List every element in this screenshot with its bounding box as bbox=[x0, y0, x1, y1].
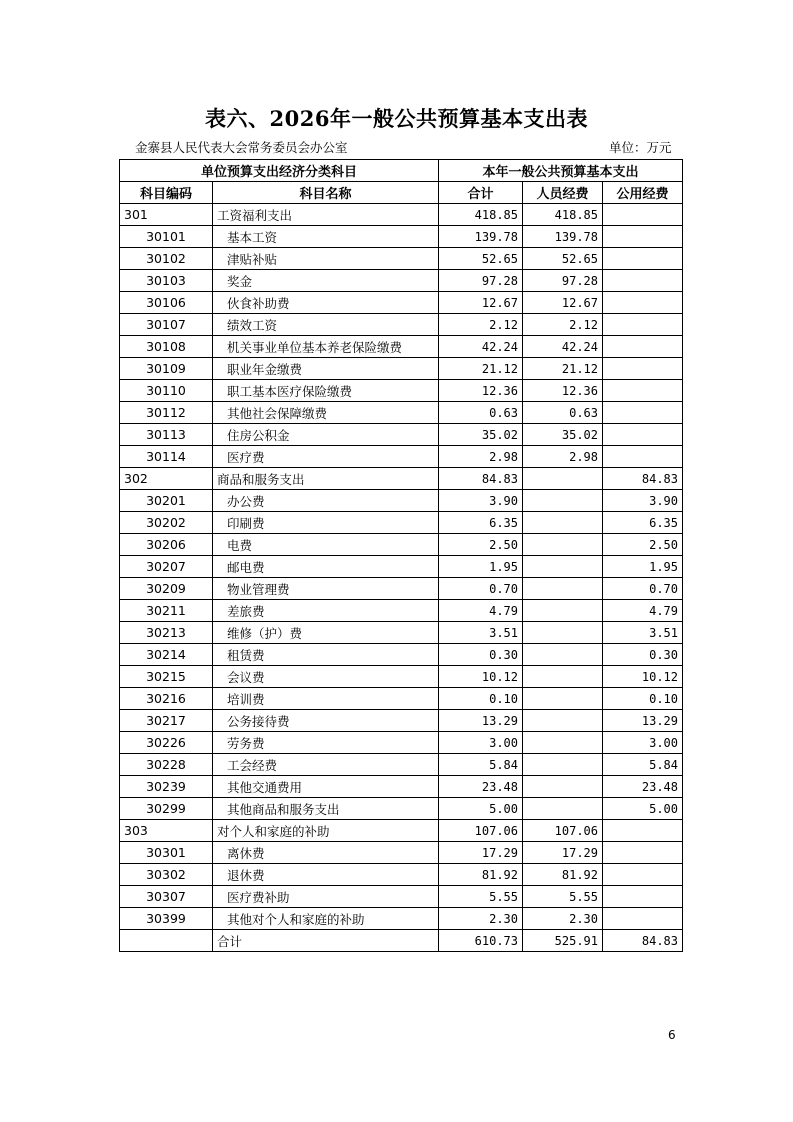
row-public bbox=[603, 380, 683, 402]
row-code: 30302 bbox=[120, 864, 213, 886]
row-code: 30228 bbox=[120, 754, 213, 776]
table-row bbox=[120, 248, 683, 270]
row-total: 23.48 bbox=[439, 776, 523, 798]
row-name: 邮电费 bbox=[213, 556, 439, 578]
row-public bbox=[603, 226, 683, 248]
table-row bbox=[120, 314, 683, 336]
row-public: 6.35 bbox=[603, 512, 683, 534]
row-public: 84.83 bbox=[603, 930, 683, 952]
row-code: 30106 bbox=[120, 292, 213, 314]
row-personnel bbox=[523, 798, 603, 820]
row-code bbox=[120, 930, 213, 952]
row-public: 0.30 bbox=[603, 644, 683, 666]
row-name: 其他商品和服务支出 bbox=[213, 798, 439, 820]
row-public bbox=[603, 446, 683, 468]
row-personnel: 17.29 bbox=[523, 842, 603, 864]
table-row bbox=[120, 930, 683, 952]
table-row bbox=[120, 820, 683, 842]
row-public bbox=[603, 292, 683, 314]
row-total: 418.85 bbox=[439, 204, 523, 226]
row-code: 30299 bbox=[120, 798, 213, 820]
table-row bbox=[120, 688, 683, 710]
table-row bbox=[120, 754, 683, 776]
table-row bbox=[120, 578, 683, 600]
row-public: 23.48 bbox=[603, 776, 683, 798]
row-name: 合计 bbox=[213, 930, 439, 952]
row-name: 劳务费 bbox=[213, 732, 439, 754]
table-row bbox=[120, 864, 683, 886]
row-personnel: 52.65 bbox=[523, 248, 603, 270]
row-personnel: 35.02 bbox=[523, 424, 603, 446]
row-code: 303 bbox=[120, 820, 213, 842]
row-code: 30109 bbox=[120, 358, 213, 380]
table-row bbox=[120, 556, 683, 578]
row-code: 30102 bbox=[120, 248, 213, 270]
row-public: 3.51 bbox=[603, 622, 683, 644]
budget-table bbox=[119, 159, 683, 952]
row-public: 5.84 bbox=[603, 754, 683, 776]
row-total: 107.06 bbox=[439, 820, 523, 842]
table-row bbox=[120, 446, 683, 468]
row-personnel bbox=[523, 776, 603, 798]
row-personnel bbox=[523, 622, 603, 644]
row-personnel: 2.12 bbox=[523, 314, 603, 336]
row-public: 1.95 bbox=[603, 556, 683, 578]
row-personnel bbox=[523, 600, 603, 622]
table-row bbox=[120, 512, 683, 534]
row-total: 3.00 bbox=[439, 732, 523, 754]
row-total: 12.36 bbox=[439, 380, 523, 402]
table-row bbox=[120, 776, 683, 798]
row-total: 3.90 bbox=[439, 490, 523, 512]
row-total: 97.28 bbox=[439, 270, 523, 292]
row-name: 医疗费 bbox=[213, 446, 439, 468]
unit-label: 单位：万元 bbox=[609, 140, 672, 155]
page-number: 6 bbox=[668, 1028, 676, 1042]
row-name: 租赁费 bbox=[213, 644, 439, 666]
table-row bbox=[120, 226, 683, 248]
row-public bbox=[603, 908, 683, 930]
row-personnel bbox=[523, 534, 603, 556]
row-public bbox=[603, 864, 683, 886]
row-personnel: 97.28 bbox=[523, 270, 603, 292]
row-personnel bbox=[523, 512, 603, 534]
table-row bbox=[120, 402, 683, 424]
row-public: 5.00 bbox=[603, 798, 683, 820]
row-name: 职工基本医疗保险缴费 bbox=[213, 380, 439, 402]
row-code: 30207 bbox=[120, 556, 213, 578]
row-name: 公务接待费 bbox=[213, 710, 439, 732]
header-column-row bbox=[120, 182, 683, 204]
row-code: 30307 bbox=[120, 886, 213, 908]
row-public bbox=[603, 204, 683, 226]
row-total: 0.30 bbox=[439, 644, 523, 666]
row-total: 42.24 bbox=[439, 336, 523, 358]
row-code: 30206 bbox=[120, 534, 213, 556]
page-title: 表六、2026年一般公共预算基本支出表 bbox=[205, 106, 588, 131]
row-personnel bbox=[523, 578, 603, 600]
table-row bbox=[120, 468, 683, 490]
row-public: 4.79 bbox=[603, 600, 683, 622]
row-total: 0.10 bbox=[439, 688, 523, 710]
row-total: 5.00 bbox=[439, 798, 523, 820]
row-total: 81.92 bbox=[439, 864, 523, 886]
row-code: 30239 bbox=[120, 776, 213, 798]
row-code: 30214 bbox=[120, 644, 213, 666]
row-personnel bbox=[523, 732, 603, 754]
table-row bbox=[120, 732, 683, 754]
header-group-left: 单位预算支出经济分类科目 bbox=[120, 160, 439, 182]
row-personnel: 12.67 bbox=[523, 292, 603, 314]
organization-name: 金寨县人民代表大会常务委员会办公室 bbox=[135, 140, 348, 155]
row-code: 30112 bbox=[120, 402, 213, 424]
row-code: 301 bbox=[120, 204, 213, 226]
row-code: 302 bbox=[120, 468, 213, 490]
row-public bbox=[603, 886, 683, 908]
table-row bbox=[120, 380, 683, 402]
row-name: 物业管理费 bbox=[213, 578, 439, 600]
header-group-row bbox=[120, 160, 683, 182]
row-public bbox=[603, 248, 683, 270]
header-personnel: 人员经费 bbox=[523, 182, 603, 204]
row-name: 医疗费补助 bbox=[213, 886, 439, 908]
row-personnel: 81.92 bbox=[523, 864, 603, 886]
row-personnel: 139.78 bbox=[523, 226, 603, 248]
row-total: 1.95 bbox=[439, 556, 523, 578]
row-total: 4.79 bbox=[439, 600, 523, 622]
row-total: 84.83 bbox=[439, 468, 523, 490]
row-total: 21.12 bbox=[439, 358, 523, 380]
row-name: 离休费 bbox=[213, 842, 439, 864]
row-personnel bbox=[523, 468, 603, 490]
row-personnel: 12.36 bbox=[523, 380, 603, 402]
header-group-right: 本年一般公共预算基本支出 bbox=[439, 160, 683, 182]
row-code: 30209 bbox=[120, 578, 213, 600]
row-public bbox=[603, 336, 683, 358]
row-total: 3.51 bbox=[439, 622, 523, 644]
row-total: 5.55 bbox=[439, 886, 523, 908]
row-total: 610.73 bbox=[439, 930, 523, 952]
row-public bbox=[603, 402, 683, 424]
row-personnel bbox=[523, 556, 603, 578]
row-personnel bbox=[523, 666, 603, 688]
row-name: 商品和服务支出 bbox=[213, 468, 439, 490]
row-personnel bbox=[523, 644, 603, 666]
row-public: 2.50 bbox=[603, 534, 683, 556]
row-personnel: 525.91 bbox=[523, 930, 603, 952]
row-personnel: 5.55 bbox=[523, 886, 603, 908]
row-public: 84.83 bbox=[603, 468, 683, 490]
header-name: 科目名称 bbox=[213, 182, 439, 204]
table-row bbox=[120, 270, 683, 292]
row-code: 30108 bbox=[120, 336, 213, 358]
row-name: 会议费 bbox=[213, 666, 439, 688]
row-code: 30226 bbox=[120, 732, 213, 754]
row-code: 30301 bbox=[120, 842, 213, 864]
row-personnel: 42.24 bbox=[523, 336, 603, 358]
row-personnel: 2.98 bbox=[523, 446, 603, 468]
row-personnel: 0.63 bbox=[523, 402, 603, 424]
row-total: 12.67 bbox=[439, 292, 523, 314]
row-code: 30201 bbox=[120, 490, 213, 512]
row-total: 0.63 bbox=[439, 402, 523, 424]
row-public bbox=[603, 842, 683, 864]
row-code: 30216 bbox=[120, 688, 213, 710]
row-public bbox=[603, 314, 683, 336]
row-public: 0.10 bbox=[603, 688, 683, 710]
row-total: 10.12 bbox=[439, 666, 523, 688]
row-public bbox=[603, 358, 683, 380]
table-row bbox=[120, 886, 683, 908]
row-name: 奖金 bbox=[213, 270, 439, 292]
row-name: 其他社会保障缴费 bbox=[213, 402, 439, 424]
row-total: 6.35 bbox=[439, 512, 523, 534]
row-name: 基本工资 bbox=[213, 226, 439, 248]
table-row bbox=[120, 666, 683, 688]
row-name: 职业年金缴费 bbox=[213, 358, 439, 380]
row-code: 30110 bbox=[120, 380, 213, 402]
row-name: 培训费 bbox=[213, 688, 439, 710]
row-total: 139.78 bbox=[439, 226, 523, 248]
row-name: 工资福利支出 bbox=[213, 204, 439, 226]
row-public bbox=[603, 424, 683, 446]
table-row bbox=[120, 358, 683, 380]
table-row bbox=[120, 600, 683, 622]
row-total: 2.50 bbox=[439, 534, 523, 556]
table-row bbox=[120, 204, 683, 226]
header-public: 公用经费 bbox=[603, 182, 683, 204]
row-name: 印刷费 bbox=[213, 512, 439, 534]
row-code: 30103 bbox=[120, 270, 213, 292]
row-name: 对个人和家庭的补助 bbox=[213, 820, 439, 842]
table-row bbox=[120, 644, 683, 666]
table-row bbox=[120, 292, 683, 314]
row-code: 30217 bbox=[120, 710, 213, 732]
row-personnel: 21.12 bbox=[523, 358, 603, 380]
row-name: 退休费 bbox=[213, 864, 439, 886]
header-code: 科目编码 bbox=[120, 182, 213, 204]
row-public: 10.12 bbox=[603, 666, 683, 688]
row-name: 机关事业单位基本养老保险缴费 bbox=[213, 336, 439, 358]
row-name: 伙食补助费 bbox=[213, 292, 439, 314]
header-total: 合计 bbox=[439, 182, 523, 204]
table-row bbox=[120, 534, 683, 556]
row-code: 30202 bbox=[120, 512, 213, 534]
row-name: 电费 bbox=[213, 534, 439, 556]
row-personnel: 107.06 bbox=[523, 820, 603, 842]
row-personnel bbox=[523, 688, 603, 710]
row-code: 30113 bbox=[120, 424, 213, 446]
row-personnel bbox=[523, 710, 603, 732]
row-public bbox=[603, 270, 683, 292]
row-code: 30211 bbox=[120, 600, 213, 622]
row-code: 30399 bbox=[120, 908, 213, 930]
table-row bbox=[120, 908, 683, 930]
table-row bbox=[120, 710, 683, 732]
row-name: 维修（护）费 bbox=[213, 622, 439, 644]
table-row bbox=[120, 798, 683, 820]
row-code: 30215 bbox=[120, 666, 213, 688]
table-row bbox=[120, 336, 683, 358]
row-total: 0.70 bbox=[439, 578, 523, 600]
row-total: 2.12 bbox=[439, 314, 523, 336]
table-row bbox=[120, 622, 683, 644]
row-name: 住房公积金 bbox=[213, 424, 439, 446]
row-code: 30114 bbox=[120, 446, 213, 468]
row-total: 2.98 bbox=[439, 446, 523, 468]
row-name: 其他对个人和家庭的补助 bbox=[213, 908, 439, 930]
table-row bbox=[120, 842, 683, 864]
table-row bbox=[120, 424, 683, 446]
row-total: 13.29 bbox=[439, 710, 523, 732]
row-name: 差旅费 bbox=[213, 600, 439, 622]
row-code: 30213 bbox=[120, 622, 213, 644]
row-public: 3.00 bbox=[603, 732, 683, 754]
row-name: 办公费 bbox=[213, 490, 439, 512]
row-public: 3.90 bbox=[603, 490, 683, 512]
row-total: 35.02 bbox=[439, 424, 523, 446]
row-public: 13.29 bbox=[603, 710, 683, 732]
row-personnel: 2.30 bbox=[523, 908, 603, 930]
row-code: 30107 bbox=[120, 314, 213, 336]
row-public: 0.70 bbox=[603, 578, 683, 600]
table-row bbox=[120, 490, 683, 512]
row-total: 17.29 bbox=[439, 842, 523, 864]
row-name: 其他交通费用 bbox=[213, 776, 439, 798]
row-total: 5.84 bbox=[439, 754, 523, 776]
row-total: 2.30 bbox=[439, 908, 523, 930]
row-code: 30101 bbox=[120, 226, 213, 248]
row-total: 52.65 bbox=[439, 248, 523, 270]
row-personnel: 418.85 bbox=[523, 204, 603, 226]
row-public bbox=[603, 820, 683, 842]
row-personnel bbox=[523, 754, 603, 776]
row-name: 绩效工资 bbox=[213, 314, 439, 336]
row-name: 津贴补贴 bbox=[213, 248, 439, 270]
row-name: 工会经费 bbox=[213, 754, 439, 776]
row-personnel bbox=[523, 490, 603, 512]
